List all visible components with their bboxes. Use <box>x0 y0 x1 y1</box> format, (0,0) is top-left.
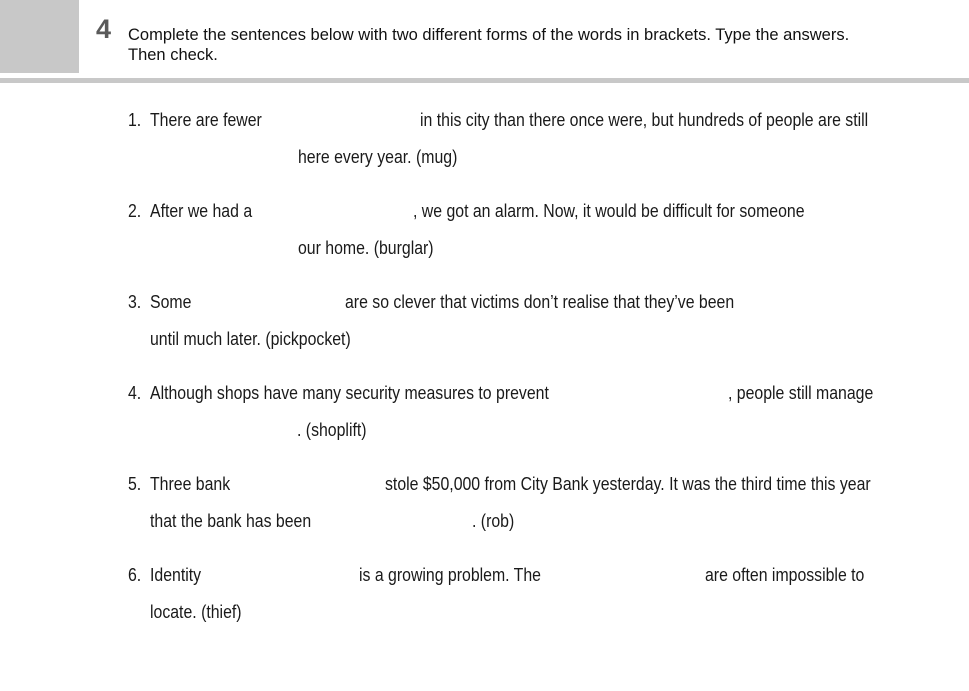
item-5-text-middle: stole $50,000 from City Bank yesterday. It was the third time this year <box>385 474 871 494</box>
exercise-number: 4 <box>96 14 112 44</box>
item-2-text-start: After we had a <box>150 201 253 221</box>
item-4-text-start: Although shops have many security measures to prevent <box>150 383 549 403</box>
item-2-text-end: our home. (burglar) <box>298 238 434 258</box>
item-3-text-end: until much later. (pickpocket) <box>150 329 351 349</box>
item-1-blank-1[interactable] <box>272 109 412 131</box>
item-2-blank-2[interactable] <box>150 237 292 259</box>
header-divider <box>0 78 969 83</box>
item-3-number: 3. <box>128 292 142 312</box>
item-5-number: 5. <box>128 474 142 494</box>
item-1-blank-2[interactable] <box>150 146 292 168</box>
item-6-text-start: Identity <box>150 565 202 585</box>
item-4-text-middle: , people still manage <box>728 383 874 403</box>
item-5-blank-2[interactable] <box>326 510 468 532</box>
item-2-text-middle: , we got an alarm. Now, it would be difficult for someone <box>413 201 805 221</box>
item-6-blank-1[interactable] <box>212 564 354 586</box>
item-3-text-start: Some <box>150 292 192 312</box>
section-tab <box>0 0 79 73</box>
item-1-number: 1. <box>128 110 142 130</box>
item-4-blank-2[interactable] <box>150 419 292 441</box>
item-4-text-end: . (shoplift) <box>297 420 367 440</box>
exercise-instruction <box>128 25 948 65</box>
item-6-text-middle: is a growing problem. The <box>359 565 541 585</box>
item-1-text-end: here every year. (mug) <box>298 147 458 167</box>
instruction-line-2: Then check. <box>128 46 218 64</box>
item-6-blank-2[interactable] <box>558 564 700 586</box>
item-4-number: 4. <box>128 383 142 403</box>
item-4-blank-1[interactable] <box>582 382 724 404</box>
item-6-text-end: locate. (thief) <box>150 602 242 622</box>
item-3-blank-1[interactable] <box>200 291 340 313</box>
item-2-number: 2. <box>128 201 142 221</box>
item-6-number: 6. <box>128 565 142 585</box>
item-6-text-line1-end: are often impossible to <box>705 565 865 585</box>
item-5-text-line2: that the bank has been <box>150 511 312 531</box>
item-5-text-start: Three bank <box>150 474 231 494</box>
item-3-text-middle: are so clever that victims don’t realise that they’ve been <box>345 292 735 312</box>
item-5-text-end: . (rob) <box>472 511 515 531</box>
item-1-text-middle: in this city than there once were, but hundreds of people are still <box>420 110 869 130</box>
item-1-text-start: There are fewer <box>150 110 262 130</box>
item-5-blank-1[interactable] <box>238 473 380 495</box>
instruction-line-1: Complete the sentences below with two different forms of the words in brackets. Type the answers. <box>128 26 850 44</box>
item-2-blank-1[interactable] <box>266 200 408 222</box>
item-3-blank-2[interactable] <box>770 291 910 313</box>
